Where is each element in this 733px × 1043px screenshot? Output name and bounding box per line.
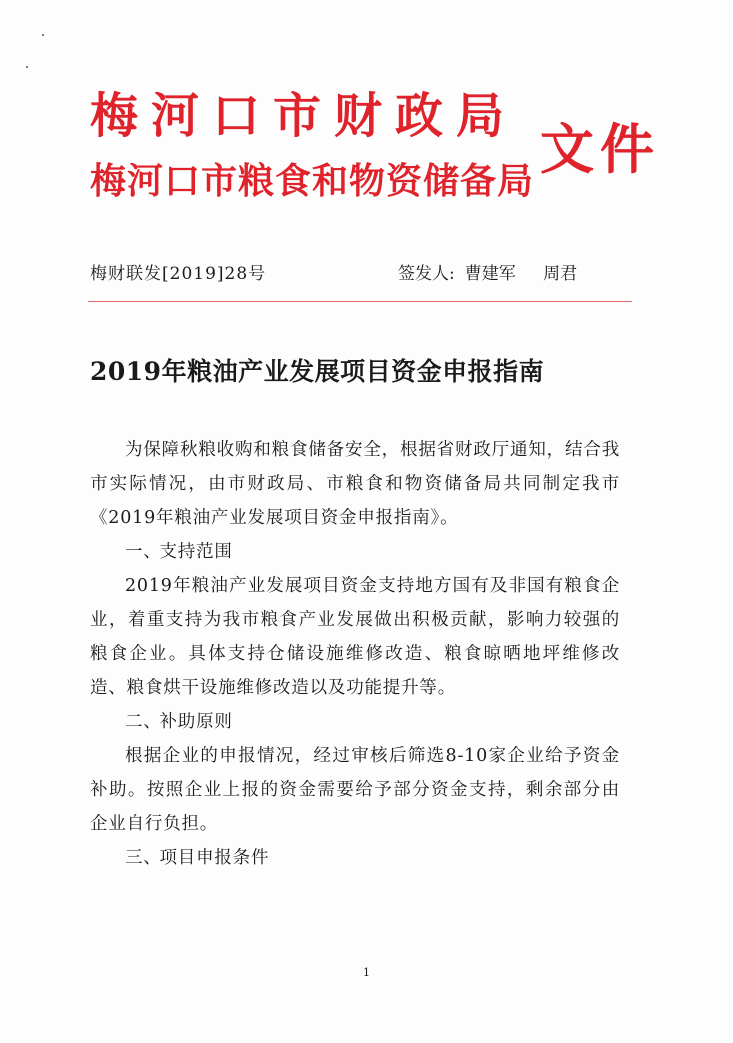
- section-1-paragraph: 2019年粮油产业发展项目资金支持地方国有及非国有粮食企业，着重支持为我市粮食产业发展做出积极贡献，影响力较强的粮食企业。具体支持仓储设施维修改造、粮食晾晒地坪维修改造、粮食烘干设施维修改造以及功能提升等。: [90, 576, 620, 698]
- section-2-paragraph: 根据企业的申报情况，经过审核后筛选8-10家企业给予资金补助。按照企业上报的资金需要给予部分资金支持，剩余部分由企业自行负担。: [90, 746, 620, 834]
- section-heading-3: [90, 841, 620, 875]
- issuing-org-grain-bureau: 梅河口市粮食和物资储备局: [90, 161, 535, 202]
- section-number: 二、: [125, 712, 162, 732]
- signer-block: [398, 262, 577, 286]
- section-title: 补助原则: [159, 712, 233, 732]
- section-number: 一、: [125, 542, 162, 562]
- scan-speck: [26, 66, 28, 68]
- document-type-label: 文件: [540, 118, 660, 181]
- signer-names: 曹建军 周君: [464, 264, 578, 284]
- issuing-org-finance-bureau: 梅河口市财政局: [90, 88, 518, 144]
- section-number: 三、: [125, 848, 162, 868]
- red-separator-line: [88, 301, 632, 302]
- document-body: [90, 433, 620, 875]
- section-heading-1: [90, 535, 620, 569]
- section-heading-2: [90, 705, 620, 739]
- scan-speck: [42, 34, 44, 36]
- signer-label: 签发人:: [398, 264, 455, 284]
- section-title: 支持范围: [159, 542, 233, 562]
- document-number: 梅财联发[2019]28号: [90, 264, 267, 284]
- section-title: 项目申报条件: [159, 848, 270, 868]
- intro-paragraph: 为保障秋粮收购和粮食储备安全，根据省财政厅通知，结合我市实际情况，由市财政局、市粮食和物资储备局共同制定我市《2019年粮油产业发展项目资金申报指南》。: [90, 440, 620, 528]
- page-number: 1: [363, 966, 370, 979]
- document-title: 2019年粮油产业发展项目资金申报指南: [90, 357, 545, 386]
